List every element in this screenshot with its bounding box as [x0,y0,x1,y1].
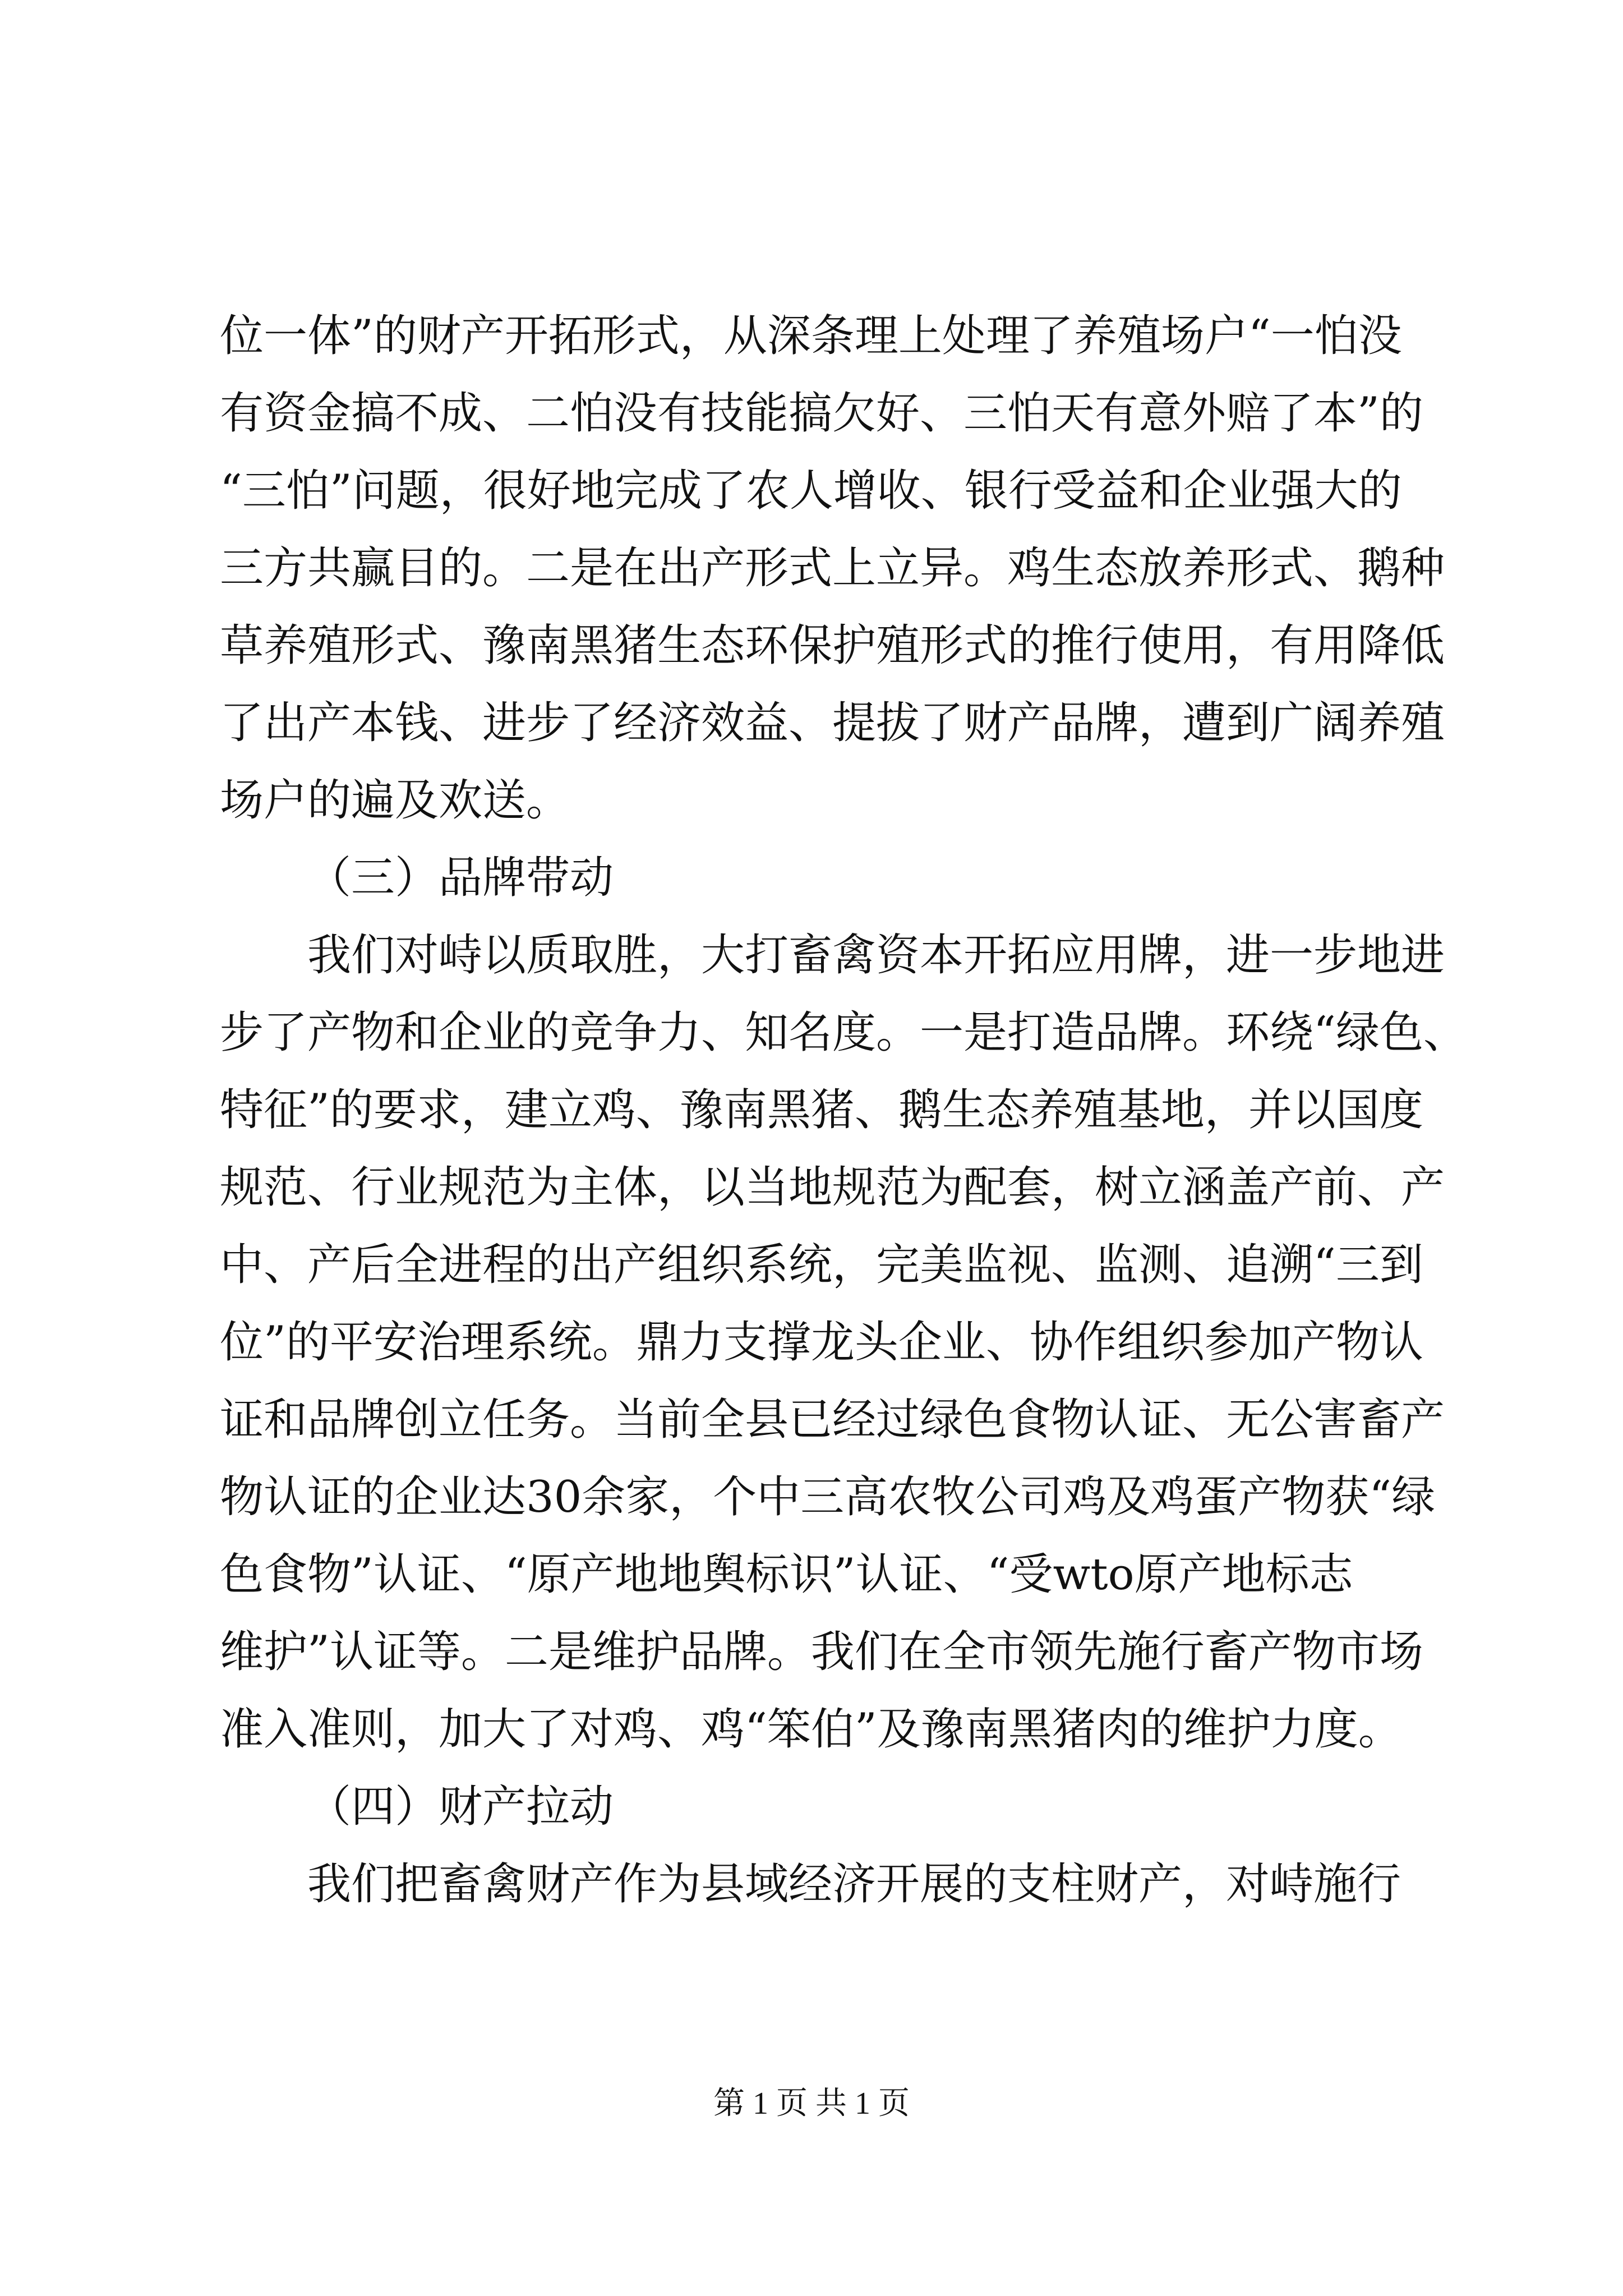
text-line: 场户的遍及欢送。 [220,775,570,826]
text-line: 色食物”认证、“原产地地舆标识”认证、“受wto原产地标志 [220,1549,1353,1600]
text-line: 有资金搞不成、二怕没有技能搞欠好、三怕天有意外赔了本”的 [220,388,1423,439]
text-line: 位”的平安治理系统。鼎力支撑龙头企业、协作组织参加产物认 [220,1317,1423,1368]
text-line: 位一体”的财产开拓形式，从深条理上处理了养殖场户“一怕没 [220,311,1402,361]
text-line: 步了产物和企业的竞争力、知名度。一是打造品牌。环绕“绿色、 [220,1007,1467,1058]
text-line: 草养殖形式、豫南黑猪生态环保护殖形式的推行使用，有用降低 [220,620,1445,671]
body-text [220,297,1467,1923]
text-line: 准入准则，加大了对鸡、鸡“笨伯”及豫南黑猪肉的维护力度。 [220,1704,1402,1755]
text-line: 规范、行业规范为主体，以当地规范为配套，树立涵盖产前、产 [220,1162,1445,1213]
text-line: 特征”的要求，建立鸡、豫南黑猪、鹅生态养殖基地，并以国度 [220,1085,1423,1135]
text-line: 物认证的企业达30余家，个中三高农牧公司鸡及鸡蛋产物获“绿 [220,1472,1436,1522]
text-line: 三方共赢目的。二是在出产形式上立异。鸡生态放养形式、鹅种 [220,543,1445,593]
text-line: 了出产本钱、进步了经济效益、提拔了财产品牌，遭到广阔养殖 [220,698,1445,748]
text-line: 我们对峙以质取胜，大打畜禽资本开拓应用牌，进一步地进 [307,930,1445,981]
text-line: 证和品牌创立任务。当前全县已经过绿色食物认证、无公害畜产 [220,1395,1445,1445]
text-line: 中、产后全进程的出产组织系统，完美监视、监测、追溯“三到 [220,1240,1423,1290]
text-line: 维护”认证等。二是维护品牌。我们在全市领先施行畜产物市场 [220,1627,1423,1677]
text-line: “三怕”问题，很好地完成了农人增收、银行受益和企业强大的 [220,466,1402,516]
page-number-footer: 第 1 页 共 1 页 [713,2086,910,2121]
section-heading-brand: （三）品牌带动 [307,853,614,903]
text-line: 我们把畜禽财产作为县域经济开展的支柱财产，对峙施行 [307,1859,1401,1910]
section-heading-industry: （四）财产拉动 [307,1782,614,1832]
